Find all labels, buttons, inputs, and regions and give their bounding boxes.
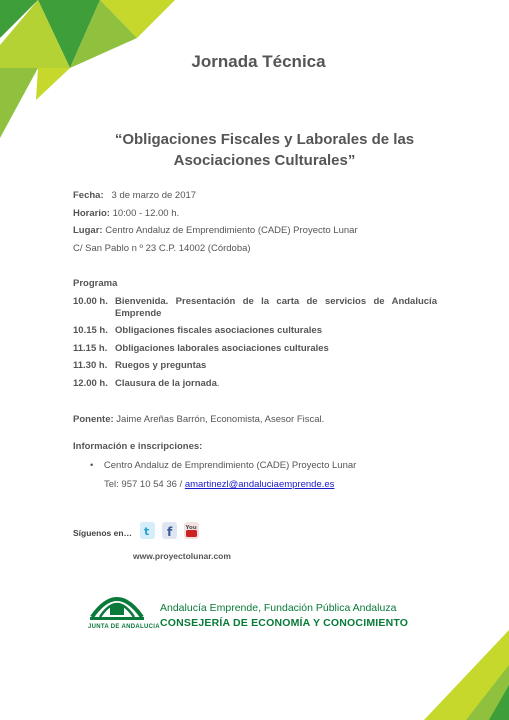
inscripciones-heading: Información e inscripciones: [73,441,203,452]
programa-text: Bienvenida. Presentación de la carta de servicios de Andalucía Emprende [115,296,437,319]
ponente-label: Ponente: [73,414,114,425]
fecha-row [73,190,196,201]
programa-text: Ruegos y preguntas [115,360,207,371]
junta-andalucia-logo-icon [86,587,148,623]
programa-time: 10.00 h. [73,296,108,307]
horario-value: 10:00 - 12.00 h. [112,208,180,219]
programa-time: 11.15 h. [73,343,108,354]
email-link[interactable]: amartinezl@andaluciaemprende.es [184,479,335,490]
footer-org-line: Andalucía Emprende, Fundación Pública Andaluza [160,602,397,614]
lugar-label: Lugar: [73,225,103,236]
programa-text: Obligaciones fiscales asociaciones culturales [115,325,322,336]
youtube-glyph: You [185,525,197,531]
bullet-marker: • [90,460,94,471]
page-title: Jornada Técnica [191,52,326,71]
programa-item [73,378,437,390]
contact-row [104,479,334,490]
fecha-value: 3 de marzo de 2017 [111,190,197,201]
programa-time: 11.30 h. [73,360,108,371]
programa-item [73,296,437,320]
programa-text: Obligaciones laborales asociaciones culturales [115,343,329,354]
ponente-value: Jaime Areñas Barrón, Economista, Asesor Fiscal. [116,414,325,425]
twitter-icon[interactable] [140,522,155,539]
inscripciones-center: Centro Andaluz de Emprendimiento (CADE) Proyecto Lunar [103,460,357,471]
programa-time: 10.15 h. [73,325,108,336]
facebook-glyph: f [167,525,173,539]
subtitle-line-1: “Obligaciones Fiscales y Laborales de las [114,131,415,148]
horario-label: Horario: [73,208,110,219]
bottom-right-decoration [424,630,509,720]
inscripciones-center-row [90,460,356,471]
lugar-row [73,225,358,236]
programa-item [73,343,437,355]
programa-time: 12.00 h. [73,378,108,389]
ponente-row [73,414,324,425]
youtube-icon[interactable] [184,522,199,539]
footer-consejeria-line: CONSEJERÍA DE ECONOMÍA Y CONOCIMIENTO [160,617,409,629]
programa-text: Clausura de la jornada [115,378,217,389]
website-link[interactable]: www.proyectolunar.com [133,551,231,561]
event-subtitle [60,129,469,171]
social-label: Síguenos en… [73,528,133,538]
tel-text: Tel: 957 10 54 36 / [104,479,185,490]
lugar-value: Centro Andaluz de Emprendimiento (CADE) Proyecto Lunar [105,225,358,236]
fecha-label: Fecha: [73,190,104,201]
subtitle-line-2: Asociaciones Culturales” [173,152,356,169]
programa-text-wrap [115,378,437,390]
junta-label: JUNTA DE ANDALUCIA [88,624,160,630]
facebook-icon[interactable] [162,522,177,539]
horario-row [73,208,179,219]
address: C/ San Pablo n º 23 C.P. 14002 (Córdoba) [73,243,251,254]
programa-heading: Programa [73,278,118,289]
twitter-glyph: t [144,525,150,538]
programa-item [73,325,437,337]
programa-item [73,360,437,372]
programa-text-suffix: . [216,378,220,389]
